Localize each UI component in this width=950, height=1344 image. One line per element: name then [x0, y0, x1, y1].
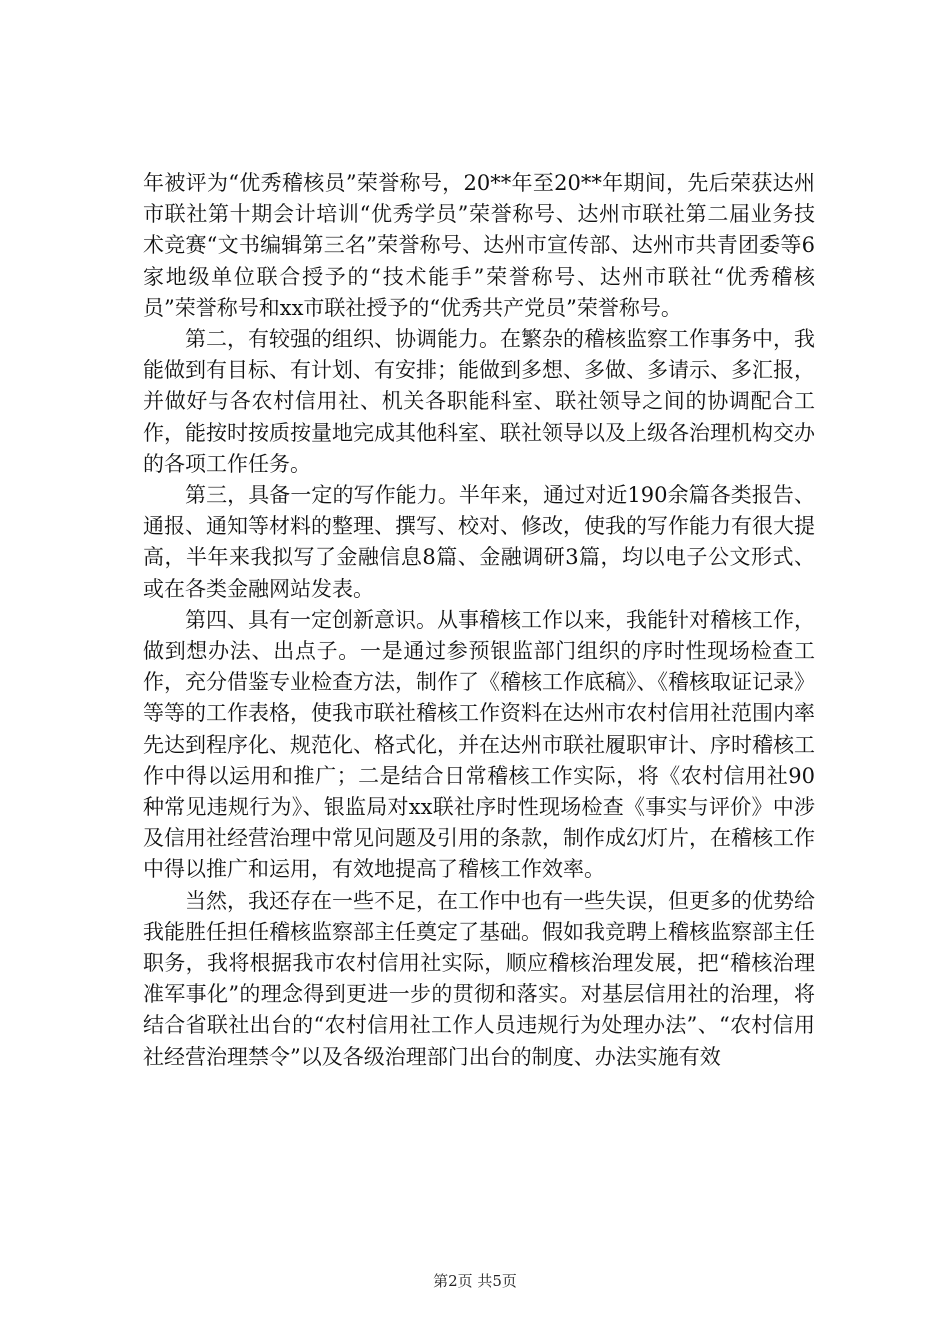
page-number: 第2页 共5页 [433, 1272, 517, 1290]
document-body [143, 168, 815, 1073]
page-footer [0, 1271, 950, 1291]
paragraph-third: 第三，具备一定的写作能力。半年来，通过对近190余篇各类报告、通报、通知等材料的整理、撰写、校对、修改，使我的写作能力有很大提高，半年来我拟写了金融信息8篇、金融调研3篇，均以电子公文形式、或在各类金融网站发表。 [143, 483, 815, 601]
paragraph-conclusion: 当然，我还存在一些不足，在工作中也有一些失误，但更多的优势给我能胜任担任稽核监察部主任奠定了基础。假如我竞聘上稽核监察部主任职务，我将根据我市农村信用社实际，顺应稽核治理发展，把“稽核治理准军事化”的理念得到更进一步的贯彻和落实。对基层信用社的治理，将结合省联社出台的“农村信用社工作人员违规行为处理办法”、“农村信用社经营治理禁令”以及各级治理部门出台的制度、办法实施有效 [143, 888, 815, 1069]
paragraph-fourth: 第四、具有一定创新意识。从事稽核工作以来，我能针对稽核工作，做到想办法、出点子。一是通过参预银监部门组织的序时性现场检查工作，充分借鉴专业检查方法，制作了《稽核工作底稿》、《稽核取证记录》等等的工作表格，使我市联社稽核工作资料在达州市农村信用社范围内率先达到程序化、规范化、格式化，并在达州市联社履职审计、序时稽核工作中得以运用和推广；二是结合日常稽核工作实际，将《农村信用社90种常见违规行为》、银监局对xx联社序时性现场检查《事实与评价》中涉及信用社经营治理中常见问题及引用的条款，制作成幻灯片，在稽核工作中得以推广和运用，有效地提高了稽核工作效率。 [143, 607, 815, 882]
paragraph-continuation: 年被评为“优秀稽核员”荣誉称号，20**年至20**年期间，先后荣获达州市联社第十期会计培训“优秀学员”荣誉称号、达州市联社第二届业务技术竞赛“文书编辑第三名”荣誉称号、达州市宣传部、达州市共青团委等6家地级单位联合授予的“技术能手”荣誉称号、达州市联社“优秀稽核员”荣誉称号和xx市联社授予的“优秀共产党员”荣誉称号。 [143, 171, 815, 320]
paragraph-second: 第二，有较强的组织、协调能力。在繁杂的稽核监察工作事务中，我能做到有目标、有计划、有安排；能做到多想、多做、多请示、多汇报，并做好与各农村信用社、机关各职能科室、联社领导之间的协调配合工作，能按时按质按量地完成其他科室、联社领导以及上级各治理机构交办的各项工作任务。 [143, 327, 815, 476]
